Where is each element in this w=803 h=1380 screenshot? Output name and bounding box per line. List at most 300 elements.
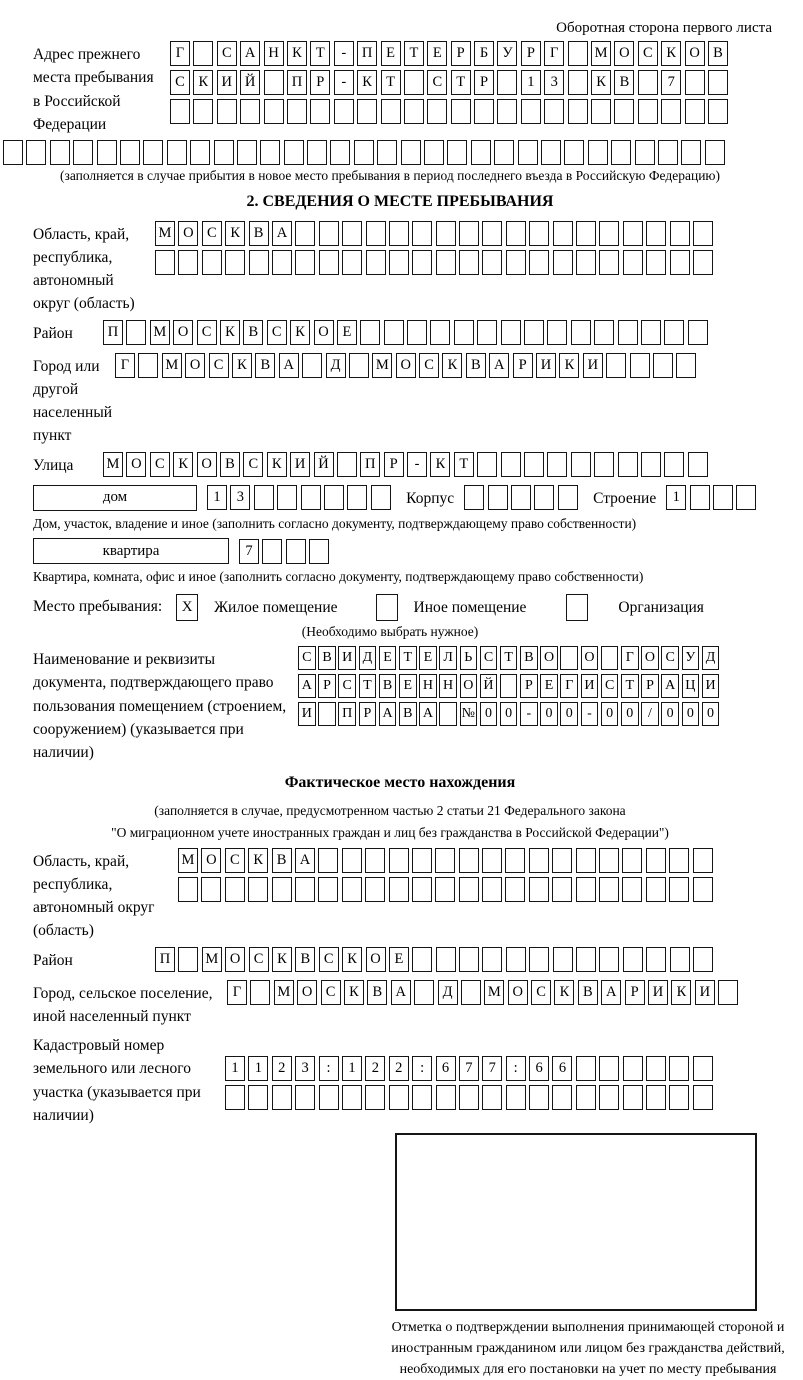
char-cell[interactable]	[240, 99, 260, 124]
char-cell[interactable]	[606, 353, 626, 378]
char-cell[interactable]: В	[255, 353, 275, 378]
char-cell[interactable]	[365, 848, 385, 873]
char-cell[interactable]	[669, 1085, 689, 1110]
char-cell[interactable]	[646, 947, 666, 972]
char-cell[interactable]	[436, 1085, 456, 1110]
char-cell[interactable]	[477, 320, 497, 345]
char-cell[interactable]	[167, 140, 187, 165]
char-cell[interactable]	[260, 140, 280, 165]
char-cell[interactable]	[685, 70, 705, 95]
char-cell[interactable]: К	[559, 353, 579, 378]
char-cell[interactable]	[435, 848, 455, 873]
kvartira-field-box[interactable]: квартира	[33, 538, 229, 564]
char-cell[interactable]	[693, 1085, 713, 1110]
char-cell[interactable]: С	[202, 221, 222, 246]
char-cell[interactable]	[384, 320, 404, 345]
char-cell[interactable]	[497, 70, 517, 95]
char-cell[interactable]	[708, 99, 728, 124]
char-cell[interactable]: 1	[342, 1056, 362, 1081]
char-cell[interactable]	[552, 877, 572, 902]
char-cell[interactable]: С	[243, 452, 263, 477]
char-cell[interactable]: -	[334, 70, 354, 95]
char-cell[interactable]: Г	[544, 41, 564, 66]
char-cell[interactable]: Е	[399, 674, 417, 698]
char-cell[interactable]	[319, 1085, 339, 1110]
char-cell[interactable]: И	[217, 70, 237, 95]
char-cell[interactable]: Р	[474, 70, 494, 95]
char-cell[interactable]: У	[682, 646, 700, 670]
char-cell[interactable]: А	[489, 353, 509, 378]
char-cell[interactable]	[568, 70, 588, 95]
char-cell[interactable]: С	[427, 70, 447, 95]
checkbox-organizatsiya[interactable]	[566, 594, 588, 621]
char-cell[interactable]	[170, 99, 190, 124]
char-cell[interactable]	[264, 99, 284, 124]
char-cell[interactable]	[430, 320, 450, 345]
char-cell[interactable]: И	[290, 452, 310, 477]
char-cell[interactable]: С	[209, 353, 229, 378]
char-cell[interactable]	[693, 250, 713, 275]
char-cell[interactable]: В	[272, 848, 292, 873]
char-cell[interactable]: А	[298, 674, 316, 698]
char-cell[interactable]	[638, 70, 658, 95]
char-cell[interactable]: 0	[480, 702, 498, 726]
char-cell[interactable]	[120, 140, 140, 165]
char-cell[interactable]	[638, 99, 658, 124]
char-cell[interactable]	[471, 140, 491, 165]
char-cell[interactable]	[357, 99, 377, 124]
char-cell[interactable]: Г	[170, 41, 190, 66]
char-cell[interactable]: Е	[379, 646, 397, 670]
char-cell[interactable]: О	[396, 353, 416, 378]
char-cell[interactable]	[272, 877, 292, 902]
char-cell[interactable]	[225, 250, 245, 275]
char-cell[interactable]: К	[591, 70, 611, 95]
char-cell[interactable]: О	[460, 674, 478, 698]
char-cell[interactable]	[611, 140, 631, 165]
char-cell[interactable]: У	[497, 41, 517, 66]
char-cell[interactable]: 1	[666, 485, 686, 510]
char-cell[interactable]: Т	[621, 674, 639, 698]
char-cell[interactable]	[201, 877, 221, 902]
char-cell[interactable]	[646, 1056, 666, 1081]
char-cell[interactable]	[366, 221, 386, 246]
char-cell[interactable]: Р	[513, 353, 533, 378]
char-cell[interactable]: 6	[529, 1056, 549, 1081]
checkbox-inoe-pomeshchenie[interactable]	[376, 594, 398, 621]
char-cell[interactable]	[459, 877, 479, 902]
char-cell[interactable]	[576, 1056, 596, 1081]
char-cell[interactable]	[459, 221, 479, 246]
char-cell[interactable]	[454, 320, 474, 345]
char-cell[interactable]	[599, 221, 619, 246]
char-cell[interactable]	[407, 320, 427, 345]
char-cell[interactable]	[622, 848, 642, 873]
char-cell[interactable]: К	[430, 452, 450, 477]
char-cell[interactable]	[670, 250, 690, 275]
char-cell[interactable]	[529, 1085, 549, 1110]
char-cell[interactable]	[646, 250, 666, 275]
char-cell[interactable]: Р	[318, 674, 336, 698]
char-cell[interactable]: Р	[359, 702, 377, 726]
char-cell[interactable]: С	[638, 41, 658, 66]
char-cell[interactable]: 0	[661, 702, 679, 726]
char-cell[interactable]	[505, 877, 525, 902]
char-cell[interactable]	[541, 140, 561, 165]
char-cell[interactable]	[277, 485, 297, 510]
char-cell[interactable]: 7	[482, 1056, 502, 1081]
char-cell[interactable]: -	[334, 41, 354, 66]
char-cell[interactable]: И	[298, 702, 316, 726]
char-cell[interactable]: С	[319, 947, 339, 972]
char-cell[interactable]	[474, 99, 494, 124]
char-cell[interactable]: В	[295, 947, 315, 972]
char-cell[interactable]: О	[641, 646, 659, 670]
char-cell[interactable]: О	[366, 947, 386, 972]
char-cell[interactable]	[366, 250, 386, 275]
char-cell[interactable]	[553, 947, 573, 972]
char-cell[interactable]	[661, 99, 681, 124]
char-cell[interactable]	[623, 221, 643, 246]
char-cell[interactable]: М	[103, 452, 123, 477]
char-cell[interactable]	[529, 877, 549, 902]
char-cell[interactable]: Е	[419, 646, 437, 670]
char-cell[interactable]: Б	[474, 41, 494, 66]
char-cell[interactable]	[436, 221, 456, 246]
char-cell[interactable]	[594, 320, 614, 345]
char-cell[interactable]	[653, 353, 673, 378]
char-cell[interactable]	[641, 452, 661, 477]
char-cell[interactable]	[718, 980, 738, 1005]
char-cell[interactable]: П	[338, 702, 356, 726]
char-cell[interactable]: В	[708, 41, 728, 66]
char-cell[interactable]: С	[267, 320, 287, 345]
char-cell[interactable]	[693, 221, 713, 246]
char-cell[interactable]	[576, 877, 596, 902]
char-cell[interactable]: Н	[419, 674, 437, 698]
char-cell[interactable]: А	[391, 980, 411, 1005]
char-cell[interactable]	[670, 947, 690, 972]
char-cell[interactable]	[664, 452, 684, 477]
char-cell[interactable]	[250, 980, 270, 1005]
char-cell[interactable]	[459, 947, 479, 972]
char-cell[interactable]	[670, 221, 690, 246]
char-cell[interactable]	[482, 947, 502, 972]
char-cell[interactable]	[669, 877, 689, 902]
char-cell[interactable]: Е	[427, 41, 447, 66]
char-cell[interactable]	[713, 485, 733, 510]
char-cell[interactable]	[482, 877, 502, 902]
char-cell[interactable]: С	[601, 674, 619, 698]
char-cell[interactable]: 1	[248, 1056, 268, 1081]
char-cell[interactable]: 0	[601, 702, 619, 726]
char-cell[interactable]	[3, 140, 23, 165]
char-cell[interactable]: 6	[436, 1056, 456, 1081]
char-cell[interactable]	[349, 353, 369, 378]
char-cell[interactable]: В	[318, 646, 336, 670]
char-cell[interactable]	[249, 250, 269, 275]
char-cell[interactable]	[646, 877, 666, 902]
char-cell[interactable]: :	[506, 1056, 526, 1081]
char-cell[interactable]	[623, 1085, 643, 1110]
char-cell[interactable]	[646, 1085, 666, 1110]
char-cell[interactable]	[599, 250, 619, 275]
char-cell[interactable]	[568, 41, 588, 66]
char-cell[interactable]	[427, 99, 447, 124]
char-cell[interactable]	[459, 848, 479, 873]
char-cell[interactable]	[73, 140, 93, 165]
char-cell[interactable]: В	[466, 353, 486, 378]
char-cell[interactable]	[347, 485, 367, 510]
char-cell[interactable]	[641, 320, 661, 345]
char-cell[interactable]	[439, 702, 457, 726]
char-cell[interactable]: Е	[389, 947, 409, 972]
char-cell[interactable]	[464, 485, 484, 510]
char-cell[interactable]	[295, 221, 315, 246]
char-cell[interactable]: Т	[310, 41, 330, 66]
char-cell[interactable]: Д	[326, 353, 346, 378]
char-cell[interactable]	[360, 320, 380, 345]
char-cell[interactable]	[571, 452, 591, 477]
char-cell[interactable]: С	[249, 947, 269, 972]
char-cell[interactable]: 2	[389, 1056, 409, 1081]
char-cell[interactable]: Г	[115, 353, 135, 378]
char-cell[interactable]: О	[508, 980, 528, 1005]
char-cell[interactable]: Ц	[682, 674, 700, 698]
char-cell[interactable]	[97, 140, 117, 165]
char-cell[interactable]	[225, 1085, 245, 1110]
char-cell[interactable]	[622, 877, 642, 902]
char-cell[interactable]: 0	[540, 702, 558, 726]
char-cell[interactable]: И	[581, 674, 599, 698]
char-cell[interactable]	[412, 250, 432, 275]
char-cell[interactable]	[599, 947, 619, 972]
char-cell[interactable]: К	[220, 320, 240, 345]
char-cell[interactable]: Г	[621, 646, 639, 670]
char-cell[interactable]: К	[173, 452, 193, 477]
char-cell[interactable]	[436, 250, 456, 275]
char-cell[interactable]: Т	[404, 41, 424, 66]
char-cell[interactable]	[178, 947, 198, 972]
char-cell[interactable]: О	[197, 452, 217, 477]
char-cell[interactable]	[435, 877, 455, 902]
char-cell[interactable]	[708, 70, 728, 95]
char-cell[interactable]	[424, 140, 444, 165]
char-cell[interactable]	[50, 140, 70, 165]
char-cell[interactable]	[459, 1085, 479, 1110]
char-cell[interactable]: М	[162, 353, 182, 378]
char-cell[interactable]	[319, 250, 339, 275]
char-cell[interactable]: О	[178, 221, 198, 246]
char-cell[interactable]	[404, 70, 424, 95]
char-cell[interactable]: О	[126, 452, 146, 477]
char-cell[interactable]: П	[155, 947, 175, 972]
char-cell[interactable]	[588, 140, 608, 165]
char-cell[interactable]	[214, 140, 234, 165]
char-cell[interactable]	[436, 947, 456, 972]
char-cell[interactable]	[601, 646, 619, 670]
char-cell[interactable]: С	[298, 646, 316, 670]
checkbox-zhiloe-pomeshchenie[interactable]: X	[176, 594, 198, 621]
char-cell[interactable]	[342, 1085, 362, 1110]
char-cell[interactable]	[630, 353, 650, 378]
char-cell[interactable]: А	[240, 41, 260, 66]
char-cell[interactable]	[412, 947, 432, 972]
char-cell[interactable]	[614, 99, 634, 124]
char-cell[interactable]: О	[225, 947, 245, 972]
char-cell[interactable]	[334, 99, 354, 124]
char-cell[interactable]: О	[581, 646, 599, 670]
char-cell[interactable]	[26, 140, 46, 165]
char-cell[interactable]: К	[671, 980, 691, 1005]
char-cell[interactable]	[287, 99, 307, 124]
char-cell[interactable]	[126, 320, 146, 345]
char-cell[interactable]	[302, 353, 322, 378]
char-cell[interactable]	[576, 947, 596, 972]
char-cell[interactable]: Р	[384, 452, 404, 477]
char-cell[interactable]	[190, 140, 210, 165]
char-cell[interactable]	[693, 848, 713, 873]
char-cell[interactable]: К	[344, 980, 364, 1005]
char-cell[interactable]: 2	[272, 1056, 292, 1081]
char-cell[interactable]: В	[220, 452, 240, 477]
char-cell[interactable]	[529, 947, 549, 972]
char-cell[interactable]: К	[267, 452, 287, 477]
char-cell[interactable]	[178, 250, 198, 275]
char-cell[interactable]	[552, 848, 572, 873]
char-cell[interactable]	[262, 539, 282, 564]
char-cell[interactable]: 1	[225, 1056, 245, 1081]
char-cell[interactable]	[307, 140, 327, 165]
char-cell[interactable]	[451, 99, 471, 124]
char-cell[interactable]	[371, 485, 391, 510]
char-cell[interactable]	[412, 1085, 432, 1110]
char-cell[interactable]: 0	[500, 702, 518, 726]
char-cell[interactable]: К	[248, 848, 268, 873]
char-cell[interactable]	[318, 877, 338, 902]
char-cell[interactable]	[547, 452, 567, 477]
char-cell[interactable]: Т	[500, 646, 518, 670]
char-cell[interactable]	[506, 1085, 526, 1110]
char-cell[interactable]: С	[150, 452, 170, 477]
char-cell[interactable]: А	[295, 848, 315, 873]
char-cell[interactable]	[482, 221, 502, 246]
char-cell[interactable]	[552, 1085, 572, 1110]
char-cell[interactable]	[685, 99, 705, 124]
char-cell[interactable]: П	[360, 452, 380, 477]
char-cell[interactable]: М	[202, 947, 222, 972]
char-cell[interactable]: В	[243, 320, 263, 345]
char-cell[interactable]	[544, 99, 564, 124]
char-cell[interactable]: С	[480, 646, 498, 670]
char-cell[interactable]	[688, 320, 708, 345]
char-cell[interactable]	[272, 250, 292, 275]
char-cell[interactable]	[705, 140, 725, 165]
char-cell[interactable]: Т	[451, 70, 471, 95]
char-cell[interactable]: О	[614, 41, 634, 66]
char-cell[interactable]: К	[272, 947, 292, 972]
char-cell[interactable]: П	[357, 41, 377, 66]
char-cell[interactable]	[354, 140, 374, 165]
char-cell[interactable]	[669, 1056, 689, 1081]
char-cell[interactable]: Г	[560, 674, 578, 698]
char-cell[interactable]: М	[150, 320, 170, 345]
char-cell[interactable]	[138, 353, 158, 378]
char-cell[interactable]: К	[342, 947, 362, 972]
char-cell[interactable]: К	[357, 70, 377, 95]
char-cell[interactable]	[284, 140, 304, 165]
char-cell[interactable]	[342, 848, 362, 873]
char-cell[interactable]: К	[554, 980, 574, 1005]
char-cell[interactable]: 7	[661, 70, 681, 95]
char-cell[interactable]	[264, 70, 284, 95]
char-cell[interactable]: 0	[560, 702, 578, 726]
char-cell[interactable]	[237, 140, 257, 165]
char-cell[interactable]	[301, 485, 321, 510]
char-cell[interactable]: С	[197, 320, 217, 345]
char-cell[interactable]	[534, 485, 554, 510]
char-cell[interactable]	[412, 877, 432, 902]
char-cell[interactable]	[178, 877, 198, 902]
char-cell[interactable]	[248, 1085, 268, 1110]
char-cell[interactable]	[217, 99, 237, 124]
char-cell[interactable]	[295, 1085, 315, 1110]
char-cell[interactable]: О	[201, 848, 221, 873]
char-cell[interactable]	[558, 485, 578, 510]
char-cell[interactable]: О	[173, 320, 193, 345]
char-cell[interactable]	[676, 353, 696, 378]
char-cell[interactable]: С	[170, 70, 190, 95]
char-cell[interactable]: К	[287, 41, 307, 66]
char-cell[interactable]	[599, 1056, 619, 1081]
char-cell[interactable]: 3	[295, 1056, 315, 1081]
char-cell[interactable]: Г	[227, 980, 247, 1005]
char-cell[interactable]	[318, 848, 338, 873]
char-cell[interactable]	[248, 877, 268, 902]
char-cell[interactable]	[599, 1085, 619, 1110]
char-cell[interactable]	[309, 539, 329, 564]
char-cell[interactable]	[389, 1085, 409, 1110]
char-cell[interactable]	[529, 848, 549, 873]
char-cell[interactable]: Л	[439, 646, 457, 670]
char-cell[interactable]: Е	[381, 41, 401, 66]
char-cell[interactable]: П	[287, 70, 307, 95]
char-cell[interactable]	[568, 99, 588, 124]
char-cell[interactable]	[401, 140, 421, 165]
char-cell[interactable]	[500, 674, 518, 698]
char-cell[interactable]: 3	[544, 70, 564, 95]
char-cell[interactable]: Д	[359, 646, 377, 670]
char-cell[interactable]	[635, 140, 655, 165]
char-cell[interactable]: М	[274, 980, 294, 1005]
char-cell[interactable]: 0	[702, 702, 720, 726]
char-cell[interactable]	[511, 485, 531, 510]
char-cell[interactable]: А	[272, 221, 292, 246]
char-cell[interactable]: Е	[337, 320, 357, 345]
char-cell[interactable]: Й	[240, 70, 260, 95]
char-cell[interactable]	[506, 250, 526, 275]
char-cell[interactable]: Т	[359, 674, 377, 698]
char-cell[interactable]: Ь	[460, 646, 478, 670]
char-cell[interactable]: А	[419, 702, 437, 726]
char-cell[interactable]	[571, 320, 591, 345]
char-cell[interactable]	[560, 646, 578, 670]
char-cell[interactable]	[591, 99, 611, 124]
char-cell[interactable]	[518, 140, 538, 165]
char-cell[interactable]	[506, 221, 526, 246]
char-cell[interactable]	[342, 221, 362, 246]
char-cell[interactable]: С	[338, 674, 356, 698]
